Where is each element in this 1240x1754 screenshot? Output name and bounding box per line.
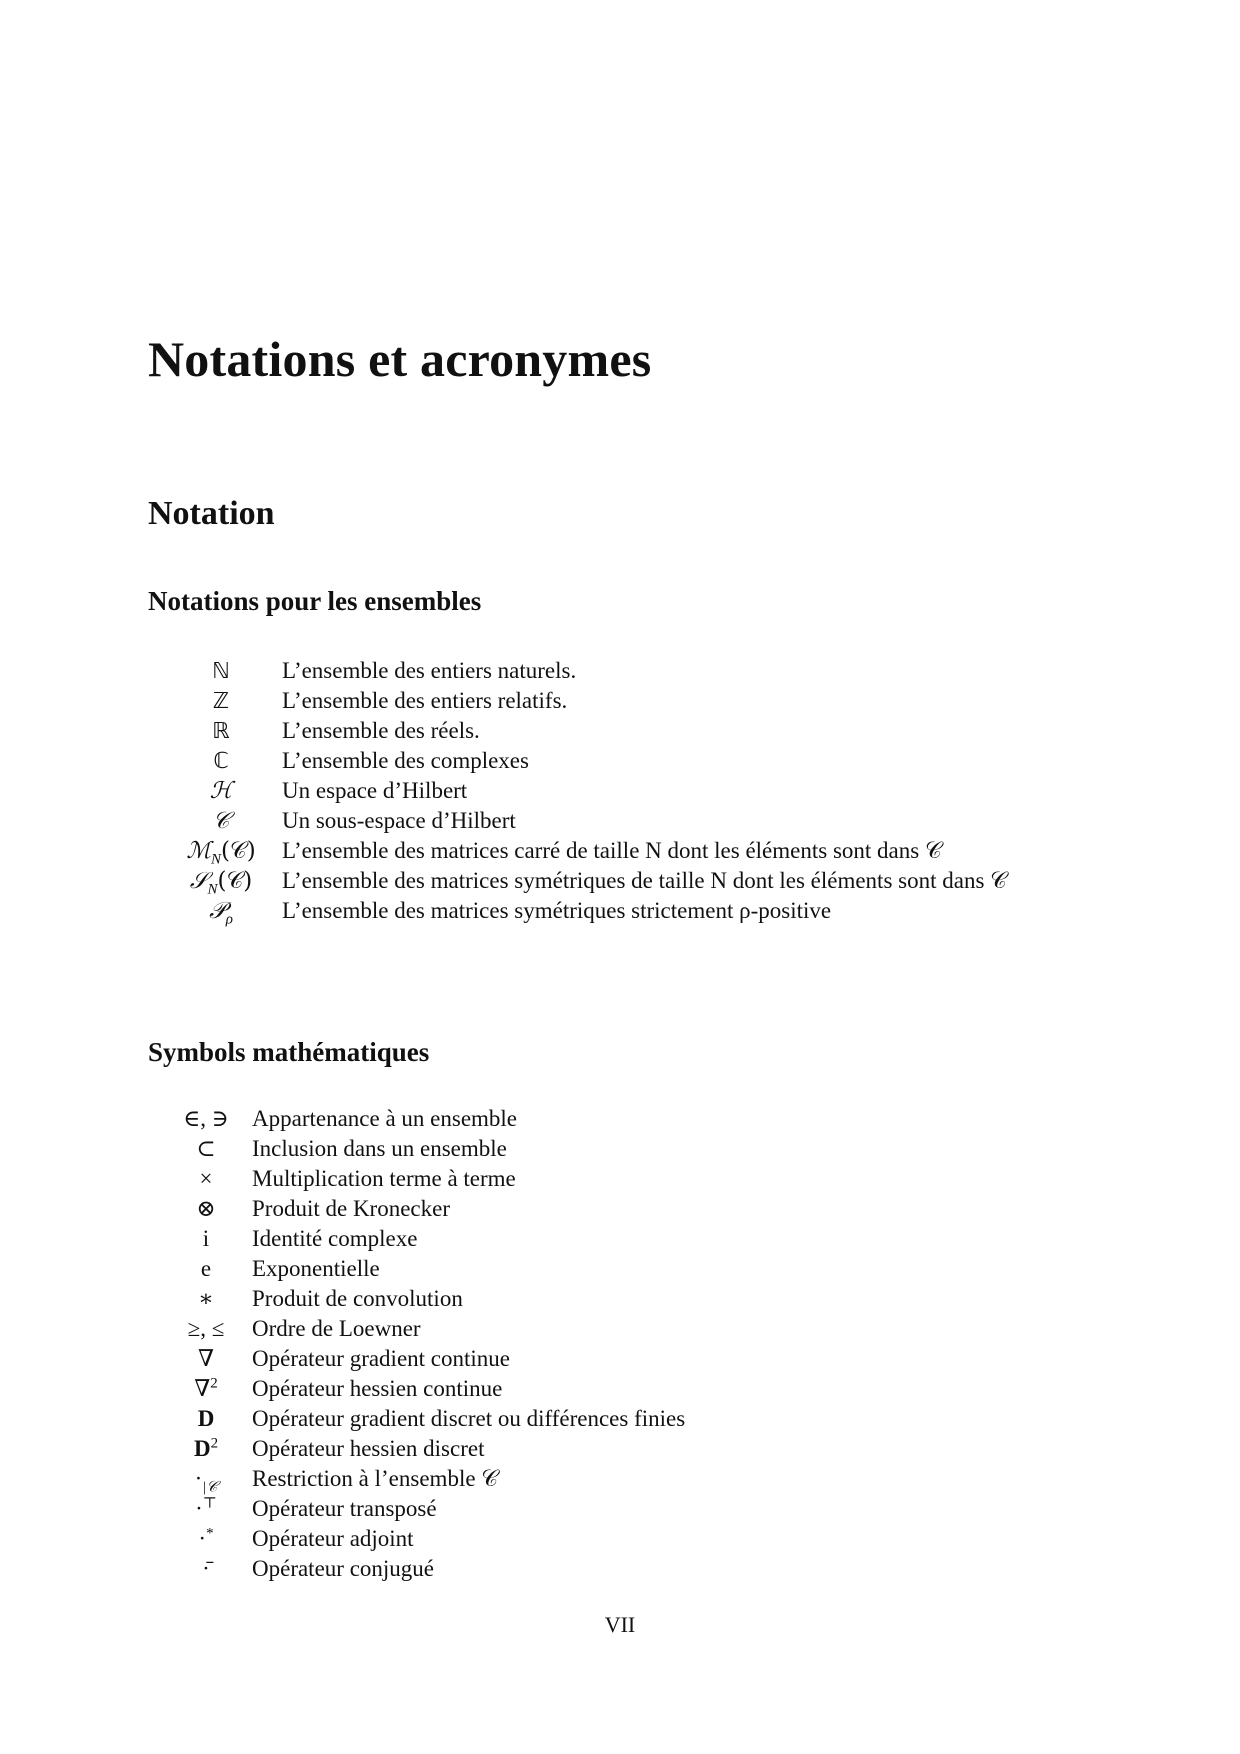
loewner-order-description: Ordre de Loewner — [252, 1316, 421, 1341]
kronecker-product-description: Produit de Kronecker — [252, 1196, 450, 1221]
elementwise-product-symbol: × — [199, 1166, 213, 1191]
discrete-gradient-description: Opérateur gradient discret ou différences finies — [252, 1406, 686, 1431]
positive-matrices-description: L’ensemble des matrices symétriques strictement ρ-positive — [282, 898, 832, 923]
loewner-order-symbol: ≥, ≤ — [187, 1316, 225, 1341]
transpose-symbol: ·⊤ — [195, 1495, 217, 1521]
discrete-gradient-symbol: D — [197, 1406, 215, 1431]
convolution-symbol: ∗ — [198, 1286, 214, 1311]
hilbert-subspace-description: Un sous-espace d’Hilbert — [282, 808, 516, 833]
square-matrices-symbol: ℳ$_N$(𝒞) — [186, 838, 256, 868]
hilbert-subspace-symbol: 𝒞 — [212, 808, 230, 834]
list-item — [0, 806, 1240, 836]
list-item — [0, 656, 1240, 686]
transpose-description: Opérateur transposé — [252, 1496, 437, 1521]
complexes-symbol: ℂ — [213, 749, 229, 774]
list-item — [0, 836, 1240, 866]
exponential-description: Exponentielle — [252, 1256, 380, 1281]
conjugate-symbol: ·̄ — [202, 1556, 210, 1581]
list-item — [0, 1134, 1240, 1164]
positive-matrices-symbol: 𝒫$_\rho$ — [209, 898, 233, 928]
kronecker-product-symbol: ⊗ — [196, 1196, 216, 1221]
list-item — [0, 1314, 1240, 1344]
integers-description: L’ensemble des entiers relatifs. — [282, 688, 568, 713]
inclusion-symbol: ⊂ — [196, 1136, 216, 1161]
list-item — [0, 746, 1240, 776]
convolution-description: Produit de convolution — [252, 1286, 463, 1311]
list-item — [0, 1494, 1240, 1524]
list-item — [0, 1194, 1240, 1224]
membership-description: Appartenance à un ensemble — [252, 1106, 518, 1131]
list-item — [0, 1554, 1240, 1584]
discrete-hessian-symbol: $D^2$ — [193, 1435, 219, 1461]
list-item — [0, 716, 1240, 746]
list-item — [0, 1464, 1240, 1494]
imaginary-unit-description: Identité complexe — [252, 1226, 418, 1251]
list-item — [0, 776, 1240, 806]
gradient-symbol: ∇ — [197, 1346, 215, 1371]
hessian-symbol: ∇$^2$ — [194, 1375, 218, 1401]
imaginary-unit-symbol: i — [202, 1226, 210, 1251]
reals-symbol: ℝ — [212, 719, 230, 744]
elementwise-product-description: Multiplication terme à terme — [252, 1166, 516, 1191]
restriction-symbol: $\cdot_{|𝒞}$ — [194, 1466, 218, 1496]
list-item — [0, 1374, 1240, 1404]
symmetric-matrices-description: L’ensemble des matrices symétriques de taille N dont les éléments sont dans 𝒞 — [282, 868, 1007, 893]
naturals-description: L’ensemble des entiers naturels. — [282, 658, 577, 683]
hilbert-space-description: Un espace d’Hilbert — [282, 778, 468, 803]
inclusion-description: Inclusion dans un ensemble — [252, 1136, 507, 1161]
square-matrices-description: L’ensemble des matrices carré de taille N dont les éléments sont dans 𝒞 — [282, 838, 942, 863]
conjugate-description: Opérateur conjugué — [252, 1556, 435, 1581]
list-item — [0, 1434, 1240, 1464]
naturals-symbol: ℕ — [212, 659, 230, 684]
reals-description: L’ensemble des réels. — [282, 718, 480, 743]
list-item — [0, 686, 1240, 716]
discrete-hessian-description: Opérateur hessien discret — [252, 1436, 485, 1461]
list-item — [0, 1344, 1240, 1374]
section-title-notation: Notation — [148, 495, 275, 532]
exponential-symbol: e — [200, 1256, 212, 1281]
chapter-title: Notations et acronymes — [148, 331, 652, 387]
adjoint-description: Opérateur adjoint — [252, 1526, 414, 1551]
list-item — [0, 866, 1240, 896]
page-number: VII — [604, 1612, 636, 1637]
hessian-description: Opérateur hessien continue — [252, 1376, 503, 1401]
symmetric-matrices-symbol: 𝒮$_N$(𝒞) — [189, 868, 253, 898]
subsection-title-math-symbols: Symbols mathématiques — [148, 1037, 430, 1067]
list-item — [0, 896, 1240, 926]
list-item — [0, 1524, 1240, 1554]
list-item — [0, 1104, 1240, 1134]
subsection-title-sets: Notations pour les ensembles — [148, 586, 482, 616]
restriction-description: Restriction à l’ensemble 𝒞 — [252, 1466, 499, 1491]
math-symbols-list — [0, 1104, 1240, 1584]
integers-symbol: ℤ — [212, 689, 230, 714]
list-item — [0, 1254, 1240, 1284]
hilbert-space-symbol: ℋ — [209, 778, 233, 804]
sets-notation-list — [0, 656, 1240, 926]
membership-symbol: ∈, ∋ — [183, 1106, 229, 1131]
list-item — [0, 1224, 1240, 1254]
gradient-description: Opérateur gradient continue — [252, 1346, 510, 1371]
adjoint-symbol: ·* — [198, 1525, 214, 1551]
list-item — [0, 1404, 1240, 1434]
list-item — [0, 1164, 1240, 1194]
complexes-description: L’ensemble des complexes — [282, 748, 529, 773]
list-item — [0, 1284, 1240, 1314]
